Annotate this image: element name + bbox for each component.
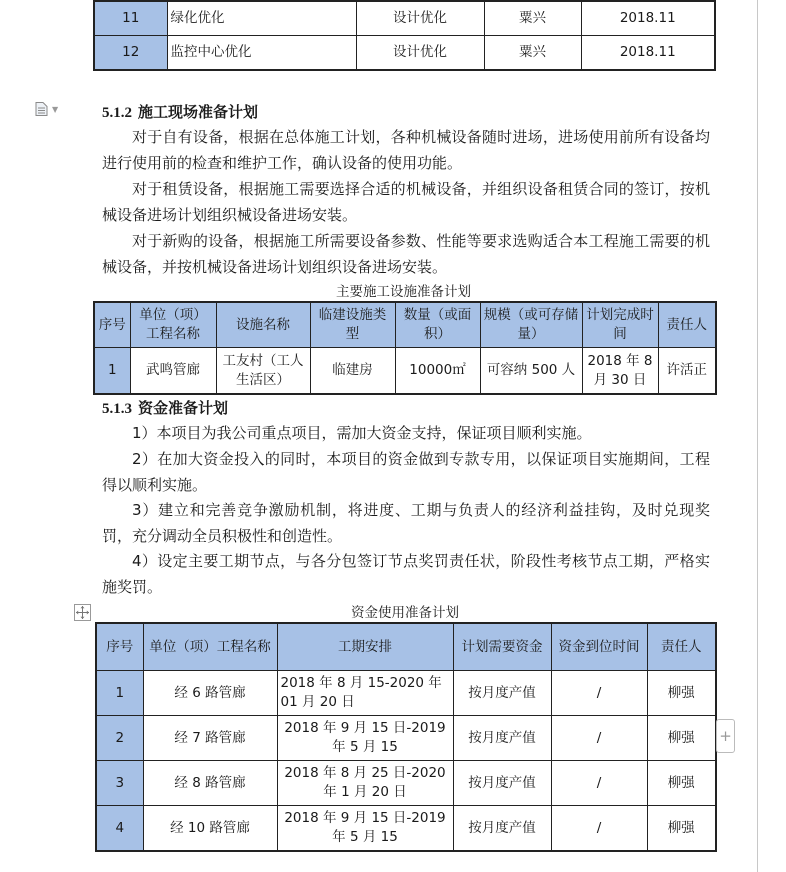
paragraph: 3）建立和完善竞争激励机制，将进度、工期与负责人的经济利益挂钩，及时兑现奖罚，充分调动全员积极性和创造性。 — [102, 501, 710, 545]
cell-type: 临建房 — [310, 348, 395, 395]
item-date: 2018.11 — [581, 36, 715, 71]
cell-person: 柳强 — [647, 716, 716, 761]
paragraph: 4）设定主要工期节点，与各分包签订节点奖罚责任状，阶段性考核节点工期，严格实施奖罚。 — [102, 552, 710, 596]
paragraph: 1）本项目为我公司重点项目，需加大资金支持，保证项目顺利实施。 — [132, 424, 592, 442]
add-row-button[interactable]: + — [716, 719, 735, 753]
item-date: 2018.11 — [581, 1, 715, 36]
row-number: 2 — [96, 716, 143, 761]
cell-arrival: / — [551, 806, 647, 852]
cell-time: 2018 年 8 月 30 日 — [582, 348, 658, 395]
header-cell: 资金到位时间 — [551, 623, 647, 671]
cell-arrival: / — [551, 671, 647, 716]
table-row — [94, 348, 716, 395]
section-number: 5.1.3 — [102, 401, 132, 417]
header-cell: 序号 — [96, 623, 143, 671]
table-header-row — [96, 623, 716, 671]
cell-project: 经 6 路管廊 — [143, 671, 277, 716]
header-cell: 单位（项）工程名称 — [143, 623, 277, 671]
item-person: 粟兴 — [484, 1, 581, 36]
optimization-table — [93, 0, 716, 71]
section-number: 5.1.2 — [102, 105, 132, 121]
row-number: 1 — [94, 348, 130, 395]
cell-project: 经 7 路管廊 — [143, 716, 277, 761]
cell-quantity: 10000㎡ — [395, 348, 480, 395]
header-cell: 设施名称 — [216, 302, 310, 348]
header-cell: 责任人 — [658, 302, 716, 348]
row-number: 1 — [96, 671, 143, 716]
table-row — [96, 716, 716, 761]
table-caption: 资金使用准备计划 — [351, 605, 459, 621]
item-person: 粟兴 — [484, 36, 581, 71]
header-cell: 计划需要资金 — [453, 623, 551, 671]
cell-project: 经 10 路管廊 — [143, 806, 277, 852]
cell-person: 许活正 — [658, 348, 716, 395]
header-cell: 序号 — [94, 302, 130, 348]
item-name: 绿化优化 — [167, 1, 356, 36]
header-cell: 数量（或面积） — [395, 302, 480, 348]
table-caption: 主要施工设施准备计划 — [336, 284, 471, 300]
table-header-row — [94, 302, 716, 348]
page-edge — [757, 0, 758, 872]
header-cell: 规模（或可存储量） — [480, 302, 582, 348]
table-row — [94, 1, 715, 36]
section-title: 资金准备计划 — [138, 399, 229, 417]
paragraph: 对于新购的设备，根据施工所需要设备参数、性能等要求选购适合本工程施工需要的机械设备，并按机械设备进场计划组织设备进场安装。 — [102, 232, 710, 276]
chevron-down-icon[interactable]: ▼ — [52, 105, 59, 114]
cell-arrival: / — [551, 761, 647, 806]
header-cell: 责任人 — [647, 623, 716, 671]
item-type: 设计优化 — [356, 1, 484, 36]
section-heading-513 — [102, 398, 228, 419]
cell-fund: 按月度产值 — [453, 671, 551, 716]
paragraph: 对于租赁设备，根据施工需要选择合适的机械设备，并组织设备租赁合同的签订，按机械设备进场计划组织械设备进场安装。 — [102, 180, 710, 224]
facility-plan-table — [93, 301, 717, 395]
cell-period: 2018 年 9 月 15 日-2019 年 5 月 15 — [277, 806, 453, 852]
section-heading-512 — [102, 102, 258, 123]
header-cell: 临建设施类型 — [310, 302, 395, 348]
table-row — [94, 36, 715, 71]
cell-arrival: / — [551, 716, 647, 761]
document-icon[interactable] — [35, 102, 48, 116]
cell-period: 2018 年 8 月 15-2020 年 01 月 20 日 — [277, 671, 453, 716]
cell-fund: 按月度产值 — [453, 716, 551, 761]
header-cell: 计划完成时间 — [582, 302, 658, 348]
row-number: 4 — [96, 806, 143, 852]
move-icon — [75, 605, 90, 620]
section-title: 施工现场准备计划 — [138, 103, 259, 121]
table-row — [96, 806, 716, 852]
cell-fund: 按月度产值 — [453, 761, 551, 806]
cell-project: 武鸣管廊 — [130, 348, 216, 395]
cell-project: 经 8 路管廊 — [143, 761, 277, 806]
row-number: 11 — [94, 1, 167, 36]
row-number: 12 — [94, 36, 167, 71]
row-number: 3 — [96, 761, 143, 806]
cell-person: 柳强 — [647, 806, 716, 852]
paragraph: 2）在加大资金投入的同时，本项目的资金做到专款专用，以保证项目实施期间，工程得以顺利实施。 — [102, 450, 710, 494]
cell-fund: 按月度产值 — [453, 806, 551, 852]
cell-person: 柳强 — [647, 761, 716, 806]
fund-plan-table — [95, 622, 717, 852]
header-cell: 工期安排 — [277, 623, 453, 671]
cell-facility: 工友村（工人生活区） — [216, 348, 310, 395]
cell-person: 柳强 — [647, 671, 716, 716]
header-cell: 单位（项）工程名称 — [130, 302, 216, 348]
cell-scale: 可容纳 500 人 — [480, 348, 582, 395]
cell-period: 2018 年 8 月 25 日-2020 年 1 月 20 日 — [277, 761, 453, 806]
item-type: 设计优化 — [356, 36, 484, 71]
table-row — [96, 671, 716, 716]
cell-period: 2018 年 9 月 15 日-2019 年 5 月 15 — [277, 716, 453, 761]
item-name: 监控中心优化 — [167, 36, 356, 71]
table-row — [96, 761, 716, 806]
table-move-handle[interactable] — [74, 604, 91, 621]
paragraph: 对于自有设备，根据在总体施工计划，各种机械设备随时进场，进场使用前所有设备均进行使用前的检查和维护工作，确认设备的使用功能。 — [102, 128, 710, 172]
